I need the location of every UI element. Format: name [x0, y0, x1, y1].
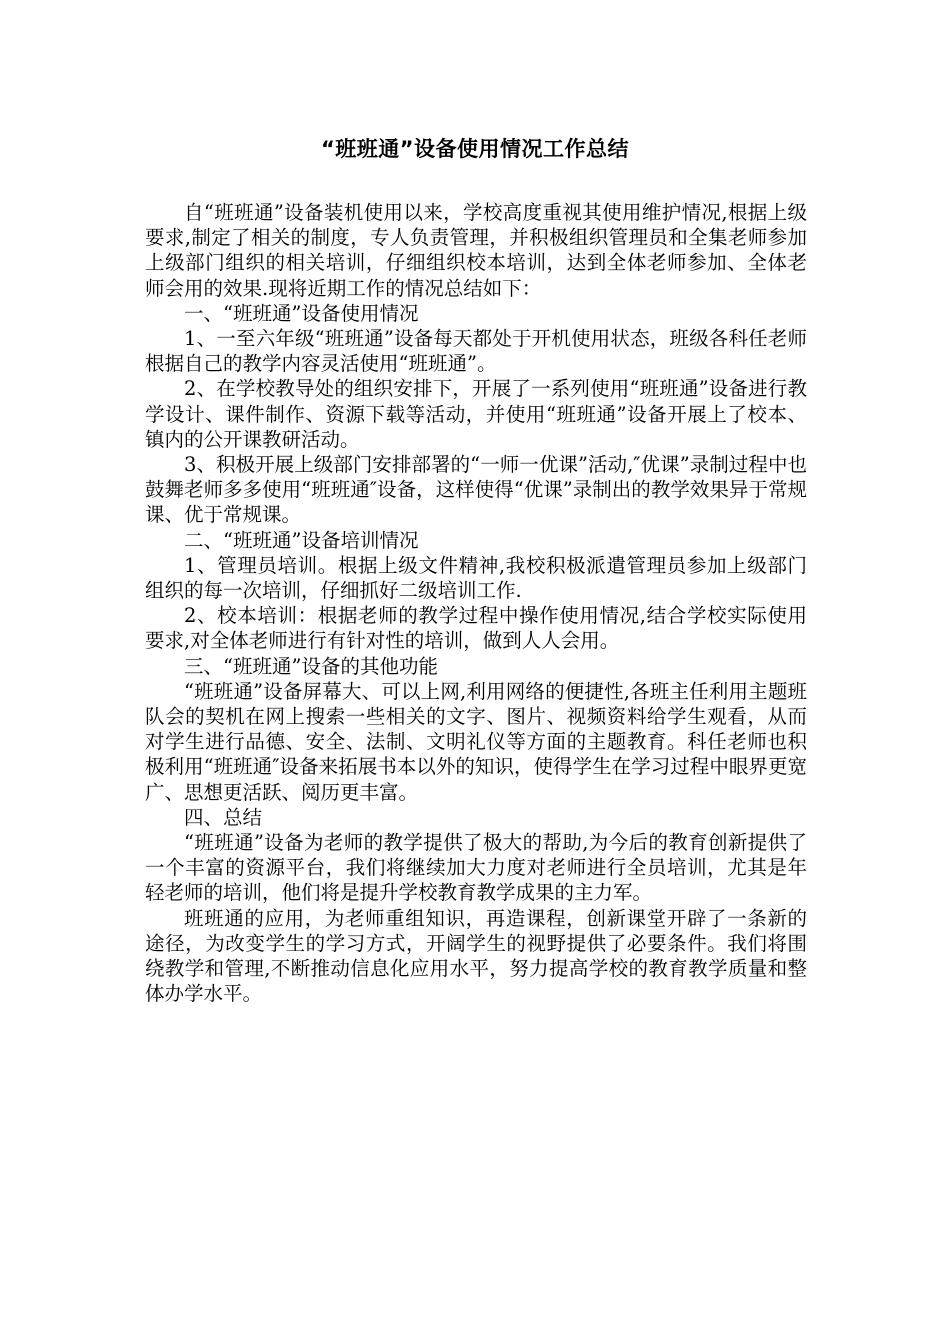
- paragraph-summary-2: 班班通的应用，为老师重组知识，再造课程，创新课堂开辟了一条新的途径，为改变学生的学习方式，开阔学生的视野提供了必要条件。我们将围绕教学和管理,不断推动信息化应用水平，努力提高学校的教育教学质量和整体办学水平。: [145, 906, 807, 1006]
- paragraph-usage-3: 3、积极开展上级部门安排部署的“一师一优课”活动,″优课”录制过程中也鼓舞老师多多使用“班班通″设备，这样使得“优课”录制出的教学效果异于常规课、优于常规课。: [145, 453, 807, 527]
- paragraph-usage-1: 1、一至六年级“班班通”设备每天都处于开机使用状态，班级各科任老师根据自己的教学内容灵活使用“班班通”。: [145, 327, 807, 376]
- paragraph-intro: 自“班班通”设备装机使用以来，学校高度重视其使用维护情况,根据上级要求,制定了相关的制度，专人负责管理，并积极组织管理员和全集老师参加上级部门组织的相关培训，仔细组织校本培训，达到全体老师参加、全体老师会用的效果.现将近期工作的情况总结如下：: [145, 201, 807, 300]
- paragraph-training-1: 1、管理员培训。根据上级文件精神,我校积极派遣管理员参加上级部门组织的每一次培训，仔细抓好二级培训工作.: [145, 553, 807, 603]
- section-heading-usage: 一、“班班通”设备使用情况: [184, 301, 419, 325]
- paragraph-other-functions: “班班通”设备屏幕大、可以上网,利用网络的便捷性,各班主任利用主题班队会的契机在网上搜索一些相关的文字、图片、视频资料给学生观看，从而对学生进行品德、安全、法制、文明礼仪等方面的主题教育。科任老师也积极利用“班班通″设备来拓展书本以外的知识，使得学生在学习过程中眼界更宽广、思想更活跃、阅历更丰富。: [145, 679, 807, 804]
- section-heading-training: 二、“班班通”设备培训情况: [184, 528, 419, 552]
- section-heading-summary: 四、总结: [184, 805, 263, 829]
- paragraph-summary-1: “班班通”设备为老师的教学提供了极大的帮助,为今后的教育创新提供了一个丰富的资源平台，我们将继续加大力度对老师进行全员培训，尤其是年轻老师的培训，他们将是提升学校教育教学成果的主力军。: [145, 831, 807, 905]
- document-title: “班班通”设备使用情况工作总结: [320, 137, 630, 161]
- paragraph-training-2: 2、校本培训：根据老师的教学过程中操作使用情况,结合学校实际使用要求,对全体老师进行有针对性的培训，做到人人会用。: [145, 604, 807, 653]
- document-body: [145, 200, 807, 1007]
- section-heading-other-functions: 三、“班班通”设备的其他功能: [184, 654, 438, 678]
- paragraph-usage-2: 2、在学校教导处的组织安排下，开展了一系列使用“班班通”设备进行教学设计、课件制作、资源下载等活动，并使用“班班通”设备开展上了校本、镇内的公开课教研活动。: [145, 377, 807, 451]
